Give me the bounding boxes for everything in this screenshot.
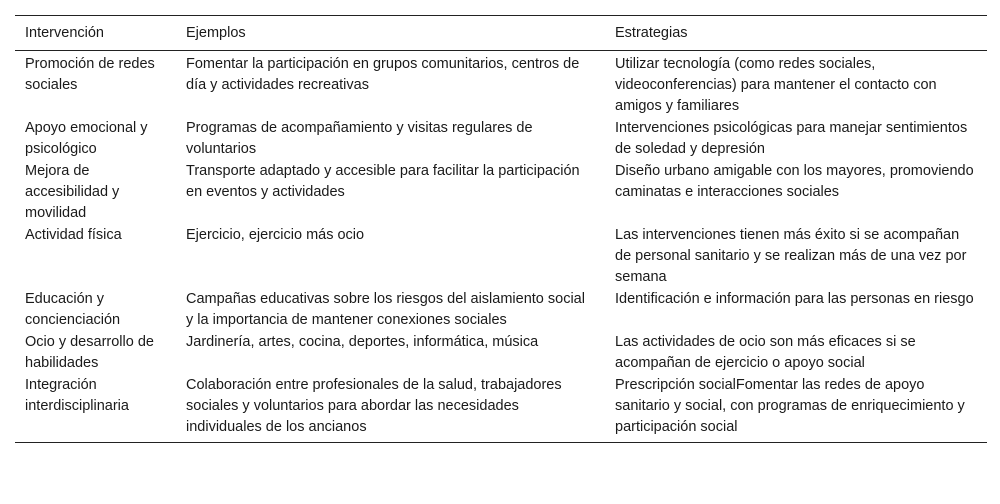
cell-intervencion: Ocio y desarrollo de habilidades (25, 334, 154, 371)
table-row (15, 118, 987, 161)
table-header (15, 16, 987, 51)
cell-intervencion: Educación y concienciación (25, 291, 121, 328)
cell-ejemplos: Colaboración entre profesionales de la salud, trabajadores sociales y voluntarios para abordar las necesidades individuales de los ancianos (186, 377, 562, 435)
table-row (15, 289, 987, 332)
header-estrategias: Estrategias (615, 25, 688, 41)
header-ejemplos: Ejemplos (186, 25, 246, 41)
table-row (15, 161, 987, 225)
interventions-table-container (15, 15, 987, 443)
cell-estrategias: Las intervenciones tienen más éxito si se acompañan de personal sanitario y se realizan más de una vez por semana (615, 227, 967, 285)
cell-estrategias: Utilizar tecnología (como redes sociales, videoconferencias) para mantener el contacto con amigos y familiares (615, 56, 937, 114)
table-row (15, 375, 987, 443)
cell-intervencion: Promoción de redes sociales (25, 56, 155, 93)
cell-intervencion: Integración interdisciplinaria (25, 377, 129, 414)
table-row (15, 225, 987, 289)
header-intervencion: Intervención (25, 25, 104, 41)
table-row (15, 51, 987, 119)
table-body (15, 51, 987, 443)
cell-estrategias: Diseño urbano amigable con los mayores, promoviendo caminatas e interacciones sociales (615, 163, 974, 200)
cell-ejemplos: Ejercicio, ejercicio más ocio (186, 227, 365, 243)
cell-ejemplos: Campañas educativas sobre los riesgos del aislamiento social y la importancia de mantener conexiones sociales (186, 291, 585, 328)
cell-estrategias: Las actividades de ocio son más eficaces si se acompañan de ejercicio o apoyo social (615, 334, 916, 371)
cell-estrategias: Identificación e información para las personas en riesgo (615, 291, 974, 307)
cell-ejemplos: Programas de acompañamiento y visitas regulares de voluntarios (186, 120, 533, 157)
cell-ejemplos: Transporte adaptado y accesible para facilitar la participación en eventos y actividades (186, 163, 580, 200)
cell-intervencion: Mejora de accesibilidad y movilidad (25, 163, 120, 221)
interventions-table (15, 15, 987, 443)
header-row (15, 16, 987, 51)
cell-estrategias: Prescripción socialFomentar las redes de apoyo sanitario y social, con programas de enriquecimiento y participación social (615, 377, 965, 435)
table-row (15, 332, 987, 375)
cell-intervencion: Apoyo emocional y psicológico (25, 120, 148, 157)
cell-estrategias: Intervenciones psicológicas para manejar sentimientos de soledad y depresión (615, 120, 968, 157)
cell-ejemplos: Jardinería, artes, cocina, deportes, informática, música (186, 334, 539, 350)
cell-intervencion: Actividad física (25, 227, 122, 243)
cell-ejemplos: Fomentar la participación en grupos comunitarios, centros de día y actividades recreativas (186, 56, 580, 93)
